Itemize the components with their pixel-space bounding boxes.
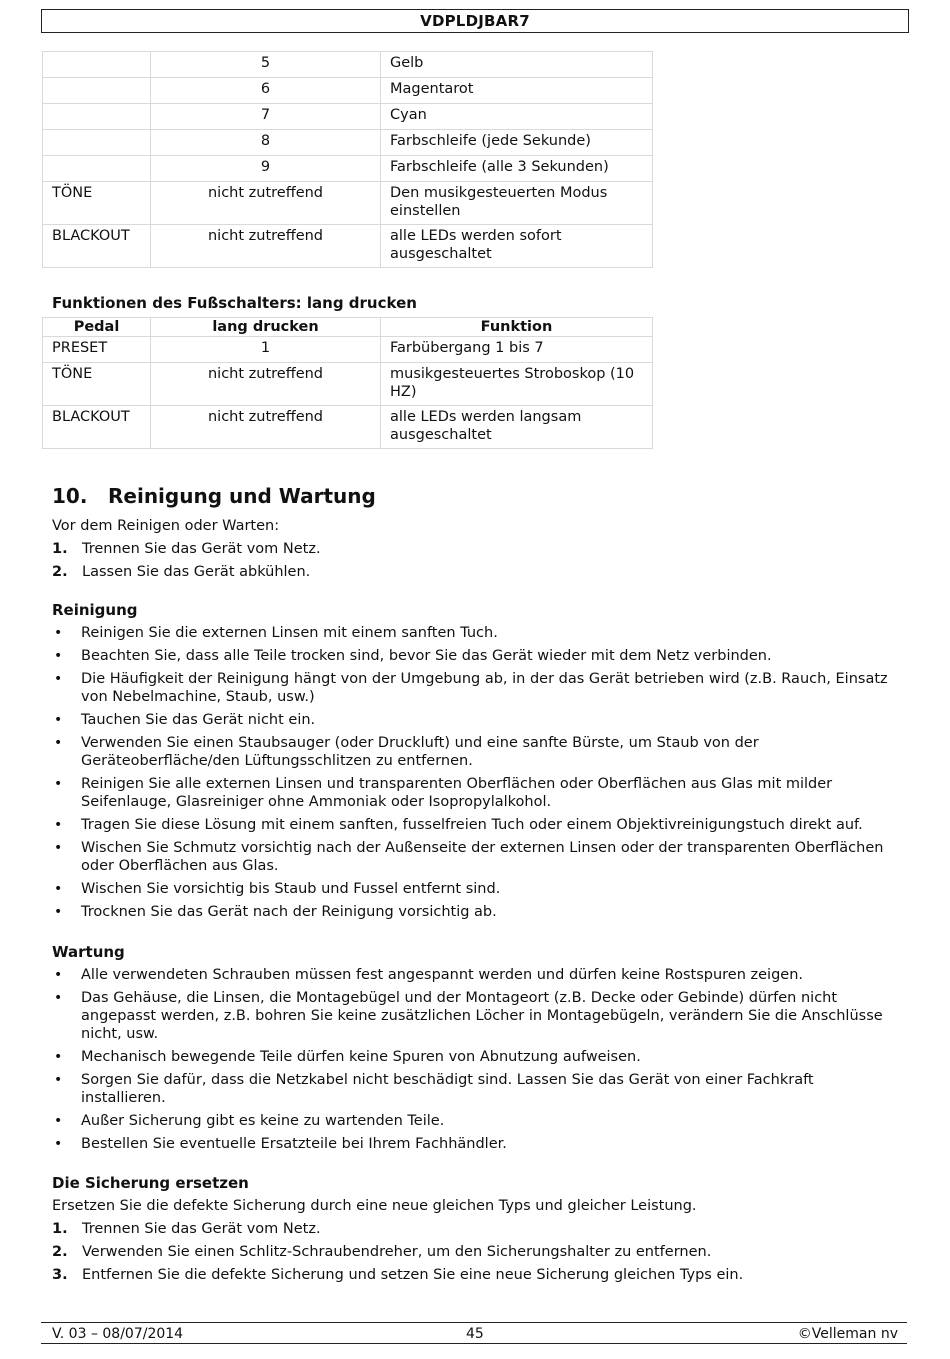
list-item — [52, 540, 321, 563]
table-cell: 7 — [151, 104, 381, 130]
list-item — [52, 670, 902, 706]
table-cell: Farbschleife (jede Sekunde) — [381, 130, 653, 156]
table-cell: Den musikgesteuerten Modus einstellen — [381, 182, 653, 225]
table-row — [43, 156, 653, 182]
table-cell: alle LEDs werden sofort ausgeschaltet — [381, 225, 653, 268]
list-item-text: Mechanisch bewegende Teile dürfen keine Spuren von Abnutzung aufweisen. — [81, 1049, 641, 1065]
step-text: Lassen Sie das Gerät abkühlen. — [82, 564, 311, 580]
column-header-pedal: Pedal — [43, 318, 151, 337]
table-row — [43, 104, 653, 130]
footer-version: V. 03 – 08/07/2014 — [52, 1326, 184, 1342]
list-item-text: Reinigen Sie die externen Linsen mit einem sanften Tuch. — [81, 625, 498, 641]
list-item — [52, 816, 902, 834]
fuse-steps — [52, 1220, 743, 1289]
list-item — [52, 1112, 902, 1130]
list-item — [52, 1071, 902, 1107]
list-item — [52, 966, 902, 984]
footer-copyright: ©Velleman nv — [797, 1326, 898, 1342]
list-item-text: Tragen Sie diese Lösung mit einem sanften, fusselfreien Tuch oder einem Objektivreinigungstuch direkt auf. — [81, 817, 863, 833]
list-item-text: Tauchen Sie das Gerät nicht ein. — [81, 712, 316, 728]
list-item — [52, 624, 902, 642]
fuse-heading: Die Sicherung ersetzen — [52, 1174, 249, 1192]
document-title: VDPLDJBAR7 — [420, 12, 530, 30]
table-cell: Cyan — [381, 104, 653, 130]
step-number: 3. — [52, 1267, 68, 1283]
list-item-text: Wischen Sie vorsichtig bis Staub und Fussel entfernt sind. — [81, 881, 501, 897]
table-cell: nicht zutreffend — [151, 406, 381, 449]
cleaning-list — [52, 624, 902, 926]
bullet-icon: • — [54, 817, 63, 833]
bullet-icon: • — [54, 712, 63, 728]
page-header — [41, 9, 909, 33]
table-cell: 9 — [151, 156, 381, 182]
bullet-icon: • — [54, 671, 63, 687]
column-header-long-press: lang drucken — [151, 318, 381, 337]
list-item-text: Beachten Sie, dass alle Teile trocken sind, bevor Sie das Gerät wieder mit dem Netz verbinden. — [81, 648, 772, 664]
table-cell: TÖNE — [43, 363, 151, 406]
table-cell: TÖNE — [43, 182, 151, 225]
bullet-icon: • — [54, 735, 63, 751]
list-item — [52, 989, 902, 1043]
table-cell — [43, 52, 151, 78]
table-cell: nicht zutreffend — [151, 225, 381, 268]
list-item — [52, 1266, 743, 1289]
bullet-icon: • — [54, 648, 63, 664]
list-item-text: Das Gehäuse, die Linsen, die Montagebügel und der Montageort (z.B. Decke oder Gebinde) dürfen nicht angepasst werden, z.B. bohren Sie keine zusätzlichen Löcher in Montagebügeln, verändern Sie die Anschlüsse nicht, usw. — [81, 990, 883, 1042]
maintenance-heading: Wartung — [52, 943, 125, 961]
bullet-icon: • — [54, 625, 63, 641]
list-item — [52, 1220, 743, 1243]
table-row — [43, 406, 653, 449]
table-cell: alle LEDs werden langsam ausgeschaltet — [381, 406, 653, 449]
bullet-icon: • — [54, 1113, 63, 1129]
table-cell: Gelb — [381, 52, 653, 78]
bullet-icon: • — [54, 881, 63, 897]
column-header-function: Funktion — [381, 318, 653, 337]
table-row — [43, 363, 653, 406]
cleaning-heading: Reinigung — [52, 601, 138, 619]
list-item — [52, 711, 902, 729]
long-press-table — [42, 317, 653, 449]
list-item-text: Bestellen Sie eventuelle Ersatzteile bei Ihrem Fachhändler. — [81, 1136, 507, 1152]
fuse-intro: Ersetzen Sie die defekte Sicherung durch eine neue gleichen Typs und gleicher Leistung. — [52, 1198, 697, 1214]
step-number: 2. — [52, 1244, 68, 1260]
table-cell: nicht zutreffend — [151, 182, 381, 225]
table-cell — [43, 156, 151, 182]
list-item — [52, 1135, 902, 1153]
step-text: Entfernen Sie die defekte Sicherung und setzen Sie eine neue Sicherung gleichen Typs ein. — [82, 1267, 744, 1283]
table-cell: Magentarot — [381, 78, 653, 104]
step-number: 2. — [52, 564, 68, 580]
list-item — [52, 563, 321, 586]
chapter-number: 10. — [52, 484, 88, 508]
list-item-text: Wischen Sie Schmutz vorsichtig nach der Außenseite der externen Linsen oder der transparenten Oberflächen oder Oberflächen aus Glas. — [81, 840, 884, 874]
table-row — [43, 52, 653, 78]
table-cell: BLACKOUT — [43, 406, 151, 449]
bullet-icon: • — [54, 990, 63, 1006]
table-cell: 8 — [151, 130, 381, 156]
table-cell: 6 — [151, 78, 381, 104]
table-cell: PRESET — [43, 337, 151, 363]
bullet-icon: • — [54, 1049, 63, 1065]
bullet-icon: • — [54, 967, 63, 983]
list-item-text: Die Häufigkeit der Reinigung hängt von der Umgebung ab, in der das Gerät betrieben wird (z.B. Rauch, Einsatz von Nebelmachine, Staub, usw.) — [81, 671, 888, 705]
list-item — [52, 903, 902, 921]
table-cell — [43, 104, 151, 130]
list-item-text: Alle verwendeten Schrauben müssen fest angespannt werden und dürfen keine Rostspuren zeigen. — [81, 967, 803, 983]
table-cell: BLACKOUT — [43, 225, 151, 268]
table-row — [43, 337, 653, 363]
list-item — [52, 647, 902, 665]
bullet-icon: • — [54, 776, 63, 792]
list-item-text: Verwenden Sie einen Staubsauger (oder Druckluft) und eine sanfte Bürste, um Staub von der Geräteoberfläche/den Lüftungsschlitzen zu entfernen. — [81, 735, 759, 769]
list-item-text: Außer Sicherung gibt es keine zu wartenden Teile. — [81, 1113, 445, 1129]
list-item — [52, 775, 902, 811]
table-cell — [43, 78, 151, 104]
bullet-icon: • — [54, 1136, 63, 1152]
chapter-heading — [52, 484, 376, 508]
color-mode-table — [42, 51, 653, 268]
bullet-icon: • — [54, 904, 63, 920]
step-text: Trennen Sie das Gerät vom Netz. — [82, 1221, 321, 1237]
table-cell: Farbübergang 1 bis 7 — [381, 337, 653, 363]
preparation-steps — [52, 540, 321, 586]
bullet-icon: • — [54, 1072, 63, 1088]
table-row — [43, 182, 653, 225]
list-item-text: Trocknen Sie das Gerät nach der Reinigung vorsichtig ab. — [81, 904, 497, 920]
step-text: Verwenden Sie einen Schlitz-Schraubendreher, um den Sicherungshalter zu entfernen. — [82, 1244, 712, 1260]
table-header-row — [43, 318, 653, 337]
maintenance-list — [52, 966, 902, 1158]
list-item — [52, 839, 902, 875]
step-text: Trennen Sie das Gerät vom Netz. — [82, 541, 321, 557]
table-cell: nicht zutreffend — [151, 363, 381, 406]
table-cell: 1 — [151, 337, 381, 363]
list-item — [52, 1048, 902, 1066]
list-item — [52, 880, 902, 898]
table-cell: Farbschleife (alle 3 Sekunden) — [381, 156, 653, 182]
table-cell: musikgesteuertes Stroboskop (10 HZ) — [381, 363, 653, 406]
footer-page-number: 45 — [466, 1326, 484, 1342]
chapter-intro: Vor dem Reinigen oder Warten: — [52, 518, 280, 534]
chapter-title: Reinigung und Wartung — [108, 484, 376, 508]
table-row — [43, 130, 653, 156]
bullet-icon: • — [54, 840, 63, 856]
list-item — [52, 734, 902, 770]
long-press-heading: Funktionen des Fußschalters: lang drucken — [52, 294, 417, 312]
table-cell — [43, 130, 151, 156]
table-row — [43, 225, 653, 268]
step-number: 1. — [52, 1221, 68, 1237]
list-item — [52, 1243, 743, 1266]
step-number: 1. — [52, 541, 68, 557]
list-item-text: Reinigen Sie alle externen Linsen und transparenten Oberflächen oder Oberflächen aus Glas mit milder Seifenlauge, Glasreiniger ohne Ammoniak oder Isopropylalkohol. — [81, 776, 833, 810]
list-item-text: Sorgen Sie dafür, dass die Netzkabel nicht beschädigt sind. Lassen Sie das Gerät von einer Fachkraft installieren. — [81, 1072, 814, 1106]
table-cell: 5 — [151, 52, 381, 78]
table-row — [43, 78, 653, 104]
page-footer — [41, 1322, 907, 1344]
